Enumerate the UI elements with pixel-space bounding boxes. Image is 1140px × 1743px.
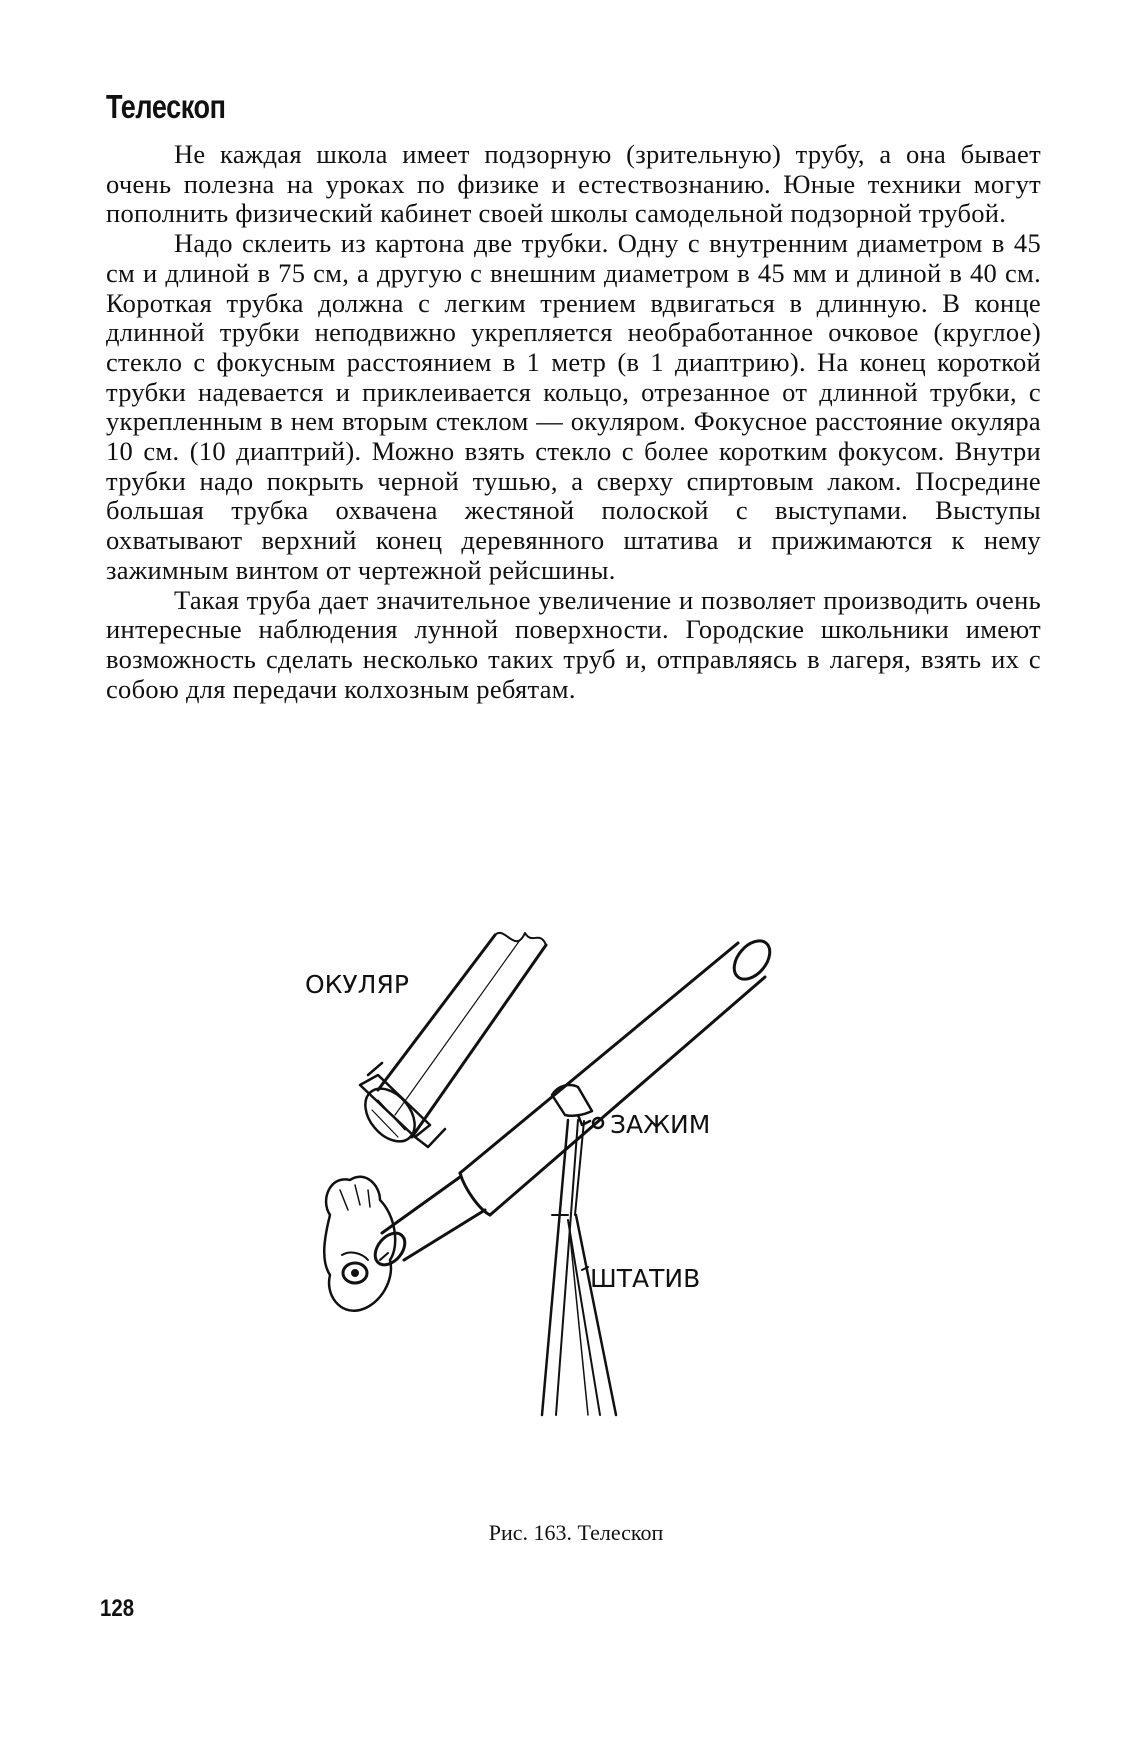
main-tube-drawing (460, 934, 777, 1215)
page-number: 128 (100, 1595, 135, 1622)
eyepiece-detail-drawing (355, 933, 546, 1151)
label-tripod: ШТАТИВ (590, 1264, 701, 1293)
label-clamp: ЗАЖИМ (610, 1110, 711, 1139)
figure-caption: Рис. 163. Телескоп (488, 1520, 664, 1545)
article-body (106, 140, 1041, 704)
article-title: Телескоп (106, 88, 226, 125)
paragraph-intro: Не каждая школа имеет подзорную (зрительную) трубу, а она бывает очень полезна на уроках по физике и естествознанию. Юные техники могут пополнить физический кабинет своей школы самодельной подзорной трубой. (106, 139, 1041, 229)
paragraph-usage: Такая труба дает значительное увеличение и позволяет производить очень интересные наблюдения лунной поверхности. Городские школьники имеют возможность сделать несколько таких труб и, отправляясь в лагеря, взять их с собою для передачи колхозным ребятам. (106, 584, 1041, 704)
observer-head-drawing (324, 1177, 395, 1311)
telescope-illustration (305, 915, 840, 1515)
label-eyepiece: ОКУЛЯР (305, 970, 409, 999)
paragraph-instructions: Надо склеить из картона две трубки. Одну с внутренним диаметром в 45 см и длиной в 75 см, а другую с внешним диаметром в 45 мм и длиной в 40 см. Короткая трубка должна с легким трением вдвигаться в длинную. В конце длинной трубки неподвижно укрепляется необработанное очковое (круглое) стекло с фокусным расстоянием в 1 метр (в 1 диаптрию). На конец короткой трубки надевается и приклеивается кольцо, отрезанное от длинной трубки, с укрепленным в нем вторым стеклом — окуляром. Фокусное расстояние окуляра 10 см. (10 диаптрий). Можно взять стекло с более коротким фокусом. Внутри трубки надо покрыть черной тушью, а сверху спиртовым лаком. Посредине большая трубка охвачена жестяной полоской с выступами. Выступы охватывают верхний конец деревянного штатива и прижимаются к нему зажимным винтом от чертежной рейсшины. (106, 228, 1041, 585)
